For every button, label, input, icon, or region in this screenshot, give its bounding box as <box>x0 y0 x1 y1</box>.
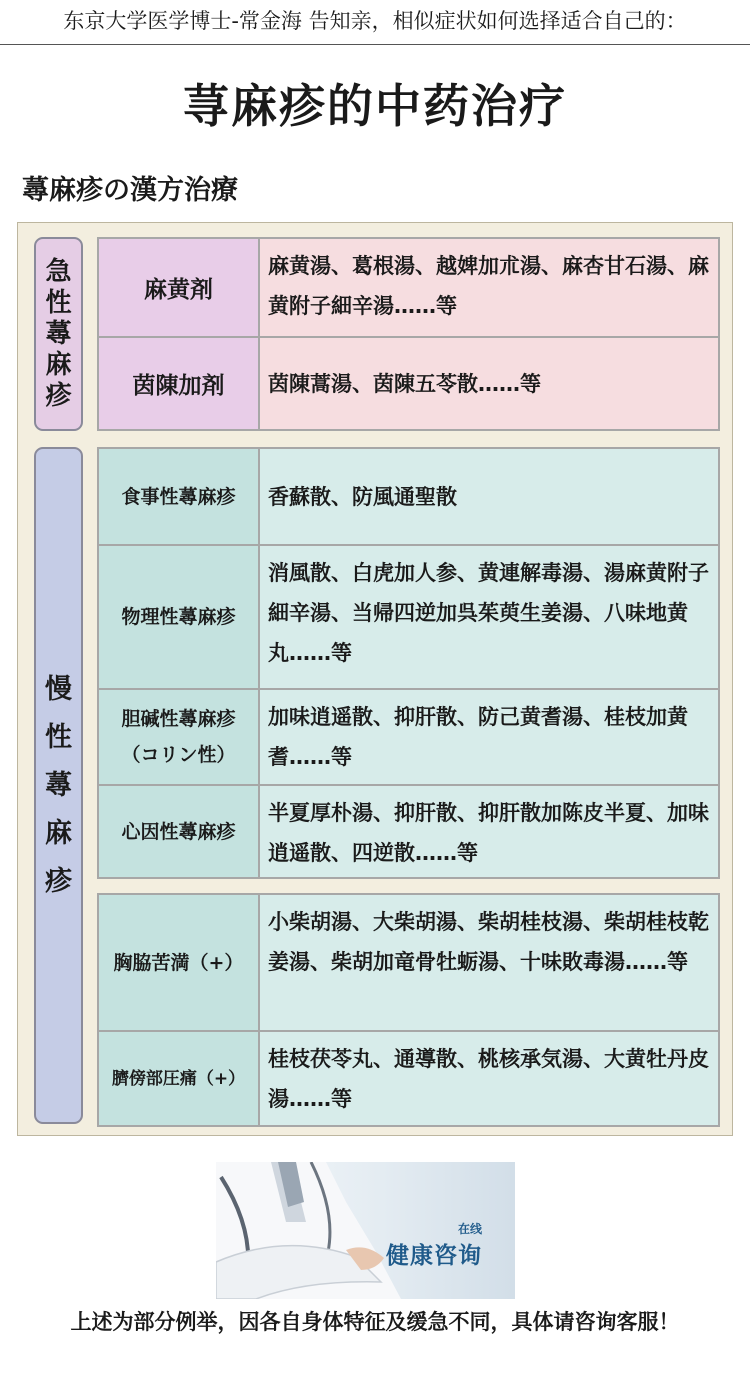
badge-main: 健康咨询 <box>386 1243 482 1269</box>
row-remedies: 半夏厚朴湯、抑肝散、抑肝散加陈皮半夏、加味逍遥散、四逆散……等 <box>268 801 709 865</box>
table-row <box>99 336 718 429</box>
badge-small: 在线 <box>458 1222 483 1236</box>
row-category: 胆碱性蕁麻疹（コリン性） <box>99 690 260 784</box>
header-notice: 东京大学医学博士-常金海 告知亲，相似症状如何选择适合自己的： <box>0 0 750 45</box>
table-row <box>99 1030 718 1125</box>
row-category: 胸脇苦満（+） <box>99 895 260 1030</box>
table-row <box>99 895 718 1030</box>
row-category: 臍傍部圧痛（+） <box>99 1032 260 1125</box>
row-category: 心因性蕁麻疹 <box>99 786 260 877</box>
chronic-category-label <box>34 447 83 1124</box>
acute-category-label <box>34 237 83 431</box>
table-row <box>99 784 718 877</box>
health-consult-banner[interactable] <box>216 1162 515 1299</box>
row-category: 食事性蕁麻疹 <box>99 449 260 544</box>
row-remedies: 桂枝茯苓丸、通導散、桃核承気湯、大黄牡丹皮湯……等 <box>268 1047 709 1111</box>
row-remedies: 麻黄湯、葛根湯、越婢加朮湯、麻杏甘石湯、麻黄附子細辛湯……等 <box>268 254 709 318</box>
row-remedies: 小柴胡湯、大柴胡湯、柴胡桂枝湯、柴胡桂枝乾姜湯、柴胡加竜骨牡蛎湯、十味敗毒湯……等 <box>268 910 709 974</box>
chronic-category-text: 慢性蕁麻疹 <box>45 673 72 897</box>
acute-group <box>97 237 720 431</box>
treatment-table <box>17 222 733 1136</box>
table-row <box>99 239 718 336</box>
footer-note: 上述为部分例举，因各自身体特征及缓急不同，具体请咨询客服！ <box>70 1309 680 1334</box>
acute-category-text: 急性蕁麻疹 <box>45 256 72 411</box>
chronic-group-type <box>97 447 720 879</box>
row-remedies: 消風散、白虎加人参、黄連解毒湯、湯麻黄附子細辛湯、当帰四逆加呉茱萸生姜湯、八味地黄丸……等 <box>268 561 709 665</box>
table-row <box>99 688 718 784</box>
row-remedies: 茵陳蒿湯、茵陳五苓散……等 <box>268 372 541 396</box>
row-remedies: 加味逍遥散、抑肝散、防己黄耆湯、桂枝加黄耆……等 <box>268 705 688 769</box>
table-row <box>99 544 718 688</box>
row-remedies: 香蘇散、防風通聖散 <box>268 485 457 509</box>
row-category: 茵陳加剤 <box>99 338 260 429</box>
row-category: 物理性蕁麻疹 <box>99 546 260 688</box>
table-row <box>99 449 718 544</box>
chronic-group-sign <box>97 893 720 1127</box>
section-subtitle: 蕁麻疹の漢方治療 <box>22 175 238 206</box>
row-category: 麻黄剤 <box>99 239 260 336</box>
page-title: 荨麻疹的中药治疗 <box>183 79 567 133</box>
